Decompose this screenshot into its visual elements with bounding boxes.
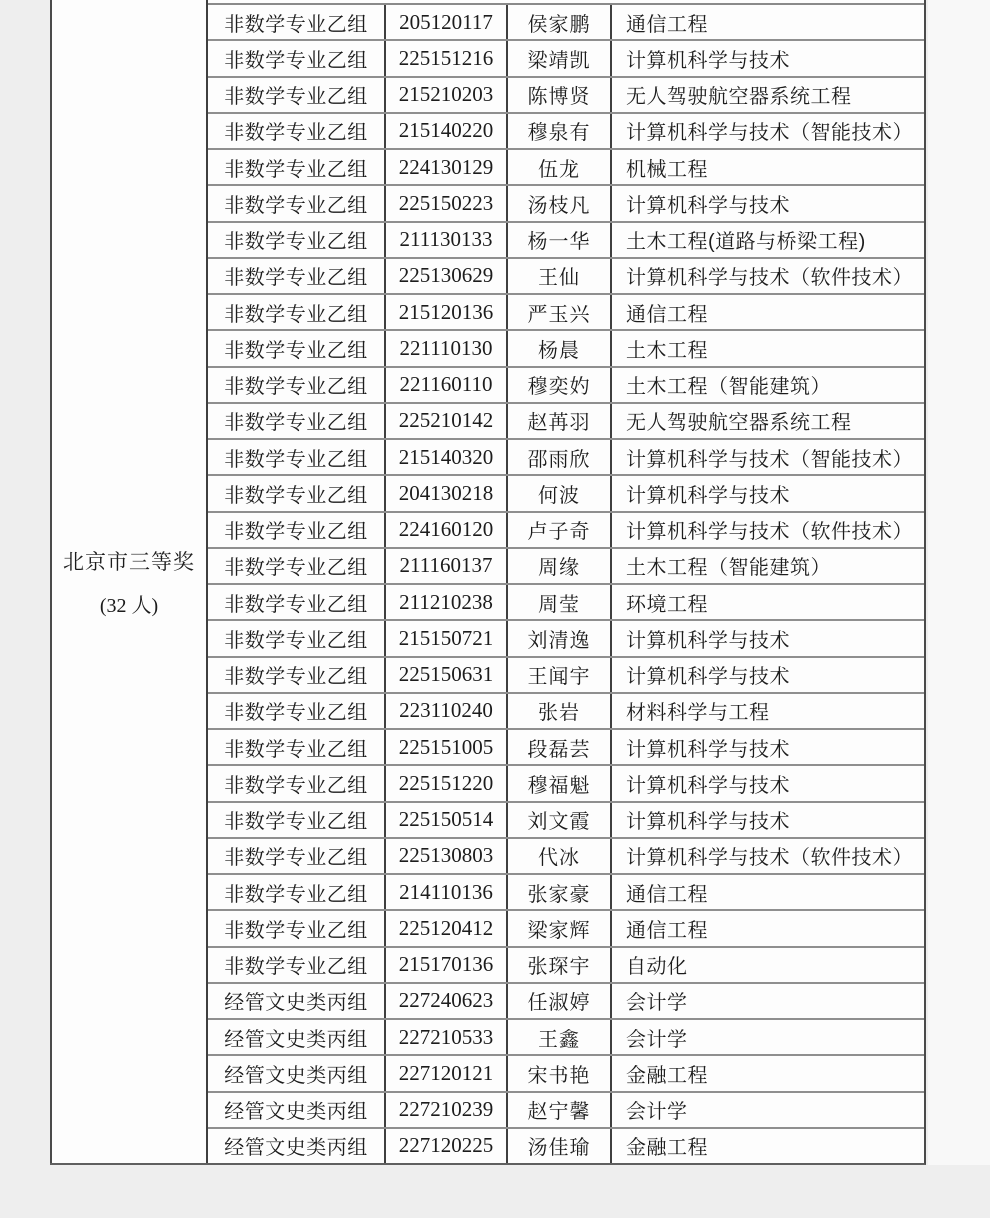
name-cell: 梁靖凯 <box>508 41 612 75</box>
student-id-cell: 221160110 <box>386 368 508 402</box>
name-cell: 周莹 <box>508 585 612 619</box>
group-cell: 经管文史类丙组 <box>208 984 386 1018</box>
group-cell: 非数学专业乙组 <box>208 730 386 764</box>
table-row <box>208 948 924 984</box>
table-row <box>208 259 924 295</box>
group-cell: 非数学专业乙组 <box>208 78 386 112</box>
student-id-cell: 215150721 <box>386 621 508 655</box>
award-title: 北京市三等奖 <box>63 550 195 574</box>
group-cell: 非数学专业乙组 <box>208 839 386 873</box>
group-cell: 非数学专业乙组 <box>208 404 386 438</box>
table-row <box>208 658 924 694</box>
student-id-cell: 225150514 <box>386 803 508 837</box>
group-cell: 非数学专业乙组 <box>208 150 386 184</box>
table-row <box>208 1129 924 1163</box>
major-cell: 土木工程（智能建筑） <box>626 376 831 399</box>
name-cell: 穆福魁 <box>508 766 612 800</box>
name-cell: 邵雨欣 <box>508 440 612 474</box>
student-id-cell: 225130803 <box>386 839 508 873</box>
table-row <box>208 766 924 802</box>
major-cell: 计算机科学与技术（软件技术） <box>626 521 913 544</box>
page-right-margin <box>928 0 990 1165</box>
name-cell: 汤枝凡 <box>508 186 612 220</box>
major-cell: 会计学 <box>626 1028 688 1051</box>
group-cell: 非数学专业乙组 <box>208 5 386 39</box>
group-cell: 经管文史类丙组 <box>208 1129 386 1163</box>
name-cell: 梁家辉 <box>508 911 612 945</box>
table-row <box>208 368 924 404</box>
group-cell: 非数学专业乙组 <box>208 585 386 619</box>
group-cell: 非数学专业乙组 <box>208 621 386 655</box>
group-cell: 非数学专业乙组 <box>208 476 386 510</box>
table-row <box>208 621 924 657</box>
major-cell: 计算机科学与技术（智能技术） <box>626 448 913 471</box>
student-id-cell: 225151220 <box>386 766 508 800</box>
group-cell: 非数学专业乙组 <box>208 368 386 402</box>
student-id-cell: 224130129 <box>386 150 508 184</box>
name-cell: 周缘 <box>508 549 612 583</box>
group-cell: 非数学专业乙组 <box>208 694 386 728</box>
major-cell: 通信工程 <box>626 303 708 326</box>
name-cell: 严玉兴 <box>508 295 612 329</box>
major-cell: 计算机科学与技术（软件技术） <box>626 267 913 290</box>
name-cell: 侯家鹏 <box>508 5 612 39</box>
student-id-cell: 223110240 <box>386 694 508 728</box>
student-id-cell: 204130218 <box>386 476 508 510</box>
major-cell: 通信工程 <box>626 919 708 942</box>
student-id-cell: 227210239 <box>386 1093 508 1127</box>
name-cell: 张家豪 <box>508 875 612 909</box>
major-cell: 会计学 <box>626 1101 688 1124</box>
student-id-cell: 205120117 <box>386 5 508 39</box>
table-row <box>208 984 924 1020</box>
major-cell: 计算机科学与技术 <box>626 49 790 72</box>
table-row <box>208 911 924 947</box>
name-cell: 何波 <box>508 476 612 510</box>
name-cell: 杨一华 <box>508 223 612 257</box>
major-cell: 计算机科学与技术 <box>626 666 790 689</box>
table-row <box>208 150 924 186</box>
student-id-cell: 215140220 <box>386 114 508 148</box>
group-cell: 非数学专业乙组 <box>208 440 386 474</box>
major-cell: 金融工程 <box>626 1064 708 1087</box>
table-row <box>208 513 924 549</box>
student-id-cell: 225150631 <box>386 658 508 692</box>
student-id-cell: 227120121 <box>386 1056 508 1090</box>
name-cell: 穆泉有 <box>508 114 612 148</box>
student-id-cell: 225151216 <box>386 41 508 75</box>
student-id-cell: 225120412 <box>386 911 508 945</box>
table-row <box>208 476 924 512</box>
student-id-cell: 227210533 <box>386 1020 508 1054</box>
table-row <box>208 223 924 259</box>
table-row <box>208 186 924 222</box>
table-row <box>208 585 924 621</box>
group-cell: 非数学专业乙组 <box>208 948 386 982</box>
student-id-cell: 214110136 <box>386 875 508 909</box>
name-cell: 张岩 <box>508 694 612 728</box>
table-row <box>208 331 924 367</box>
major-cell: 计算机科学与技术 <box>626 484 790 507</box>
group-cell: 经管文史类丙组 <box>208 1056 386 1090</box>
group-cell: 非数学专业乙组 <box>208 766 386 800</box>
name-cell: 宋书艳 <box>508 1056 612 1090</box>
table-row <box>208 41 924 77</box>
table-row <box>208 5 924 41</box>
student-id-cell: 211160137 <box>386 549 508 583</box>
major-cell: 计算机科学与技术 <box>626 629 790 652</box>
name-cell: 伍龙 <box>508 150 612 184</box>
major-cell: 通信工程 <box>626 883 708 906</box>
major-cell: 计算机科学与技术（软件技术） <box>626 847 913 870</box>
major-cell: 金融工程 <box>626 1137 708 1160</box>
group-cell: 经管文史类丙组 <box>208 1020 386 1054</box>
group-cell: 非数学专业乙组 <box>208 259 386 293</box>
name-cell: 王仙 <box>508 259 612 293</box>
table-row <box>208 549 924 585</box>
student-id-cell: 227120225 <box>386 1129 508 1163</box>
student-id-cell: 211130133 <box>386 223 508 257</box>
major-cell: 计算机科学与技术 <box>626 774 790 797</box>
name-cell: 张琛宇 <box>508 948 612 982</box>
table-row <box>208 1056 924 1092</box>
table-row <box>208 694 924 730</box>
student-id-cell: 221110130 <box>386 331 508 365</box>
table-row <box>208 1093 924 1129</box>
name-cell: 穆奕妁 <box>508 368 612 402</box>
major-cell: 计算机科学与技术 <box>626 738 790 761</box>
group-cell: 非数学专业乙组 <box>208 114 386 148</box>
table-row <box>208 875 924 911</box>
name-cell: 赵苒羽 <box>508 404 612 438</box>
student-id-cell: 224160120 <box>386 513 508 547</box>
major-cell: 机械工程 <box>626 158 708 181</box>
table-rows-container <box>208 3 924 1163</box>
table-row <box>208 78 924 114</box>
major-cell: 会计学 <box>626 992 688 1015</box>
name-cell: 汤佳瑜 <box>508 1129 612 1163</box>
student-id-cell: 215120136 <box>386 295 508 329</box>
table-row <box>208 730 924 766</box>
table-row <box>208 803 924 839</box>
major-cell: 土木工程（智能建筑） <box>626 557 831 580</box>
student-id-cell: 225130629 <box>386 259 508 293</box>
name-cell: 王鑫 <box>508 1020 612 1054</box>
table-row <box>208 839 924 875</box>
major-cell: 无人驾驶航空器系统工程 <box>626 86 852 109</box>
student-id-cell: 225150223 <box>386 186 508 220</box>
major-cell: 环境工程 <box>626 593 708 616</box>
group-cell: 非数学专业乙组 <box>208 911 386 945</box>
award-merged-cell <box>50 0 208 1163</box>
student-id-cell: 225210142 <box>386 404 508 438</box>
major-cell: 土木工程(道路与桥梁工程) <box>626 231 866 254</box>
group-cell: 非数学专业乙组 <box>208 658 386 692</box>
group-cell: 非数学专业乙组 <box>208 513 386 547</box>
group-cell: 非数学专业乙组 <box>208 41 386 75</box>
award-results-table <box>50 0 926 1165</box>
major-cell: 材料科学与工程 <box>626 702 770 725</box>
name-cell: 代冰 <box>508 839 612 873</box>
student-id-cell: 225151005 <box>386 730 508 764</box>
student-id-cell: 215140320 <box>386 440 508 474</box>
name-cell: 刘文霞 <box>508 803 612 837</box>
major-cell: 计算机科学与技术 <box>626 194 790 217</box>
group-cell: 非数学专业乙组 <box>208 186 386 220</box>
award-winner-count: (32 人) <box>99 594 159 617</box>
student-id-cell: 227240623 <box>386 984 508 1018</box>
name-cell: 王闻宇 <box>508 658 612 692</box>
table-row <box>208 295 924 331</box>
name-cell: 刘清逸 <box>508 621 612 655</box>
major-cell: 土木工程 <box>626 339 708 362</box>
group-cell: 经管文史类丙组 <box>208 1093 386 1127</box>
name-cell: 任淑婷 <box>508 984 612 1018</box>
name-cell: 段磊芸 <box>508 730 612 764</box>
group-cell: 非数学专业乙组 <box>208 549 386 583</box>
major-cell: 自动化 <box>626 956 688 979</box>
name-cell: 杨晨 <box>508 331 612 365</box>
group-cell: 非数学专业乙组 <box>208 875 386 909</box>
student-id-cell: 215210203 <box>386 78 508 112</box>
group-cell: 非数学专业乙组 <box>208 803 386 837</box>
major-cell: 计算机科学与技术 <box>626 811 790 834</box>
table-row <box>208 1020 924 1056</box>
major-cell: 计算机科学与技术（智能技术） <box>626 122 913 145</box>
name-cell: 陈博贤 <box>508 78 612 112</box>
group-cell: 非数学专业乙组 <box>208 223 386 257</box>
student-id-cell: 211210238 <box>386 585 508 619</box>
major-cell: 通信工程 <box>626 13 708 36</box>
table-row <box>208 440 924 476</box>
name-cell: 卢子奇 <box>508 513 612 547</box>
table-row <box>208 114 924 150</box>
group-cell: 非数学专业乙组 <box>208 295 386 329</box>
major-cell: 无人驾驶航空器系统工程 <box>626 412 852 435</box>
table-row <box>208 404 924 440</box>
student-id-cell: 215170136 <box>386 948 508 982</box>
name-cell: 赵宁馨 <box>508 1093 612 1127</box>
group-cell: 非数学专业乙组 <box>208 331 386 365</box>
